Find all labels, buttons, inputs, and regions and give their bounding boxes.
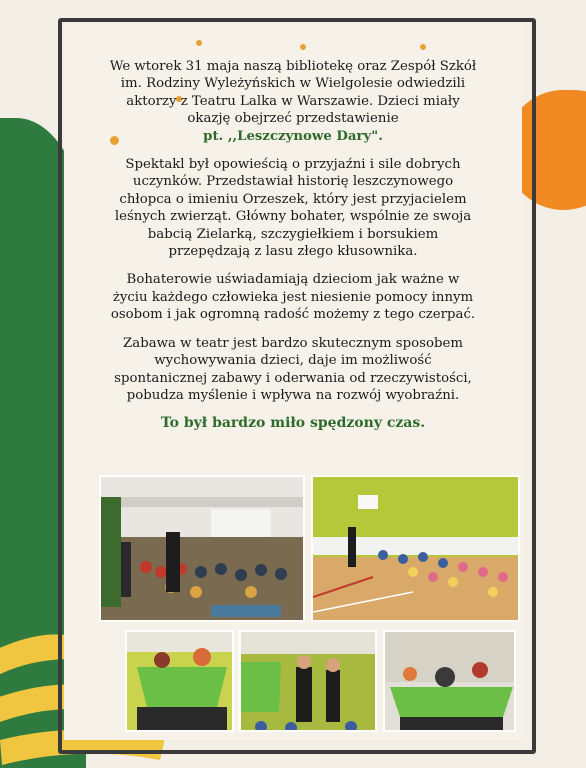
paragraph-story: Spektakl był opowieścią o przyjaźni i sile dobrych uczynków. Przedstawiał historię leszczynowego chłopca o imieniu Orzeszek, który jest przyjacielem leśnych zwierząt. Główny bohater, wspólnie ze swoja babcią Zielarką, szczygiełkiem i borsukiem przepędzają z lasu złego kłusownika. xyxy=(114,157,472,260)
paragraph-intro: We wtorek 31 maja naszą bibliotekę oraz Zespół Szkół im. Rodziny Wyleżyńskich w Wielgolesie odwiedzili aktorzy z Teatru Lalka w Warszawie. Dzieci miały okazję obejrzeć przedstawienie pt. ,,Leszczynowe Dary". xyxy=(109,59,477,144)
paragraph-theater: Zabawa w teatr jest bardzo skutecznym sposobem wychowywania dzieci, daje im możliwość spontanicznej zabawy i oderwania od rzeczywistości, pobudza myślenie i wpływa na rozwój wyobraźni. xyxy=(114,335,472,403)
confetti-dot xyxy=(300,44,306,50)
photo-children-gym-floor xyxy=(311,475,520,622)
confetti-dot xyxy=(196,40,202,46)
photo-puppet-stage-2 xyxy=(383,630,516,732)
paragraph-lesson: Bohaterowie uświadamiają dzieciom jak ważne w życiu każdego człowieka jest niesienie pomocy innym osobom i jak ogromną radość możemy z tego czerpać. xyxy=(110,272,476,323)
confetti-dot xyxy=(420,44,426,50)
photo-puppet-stage-1 xyxy=(125,630,234,732)
photo-children-audience-hall xyxy=(99,475,305,622)
article-text xyxy=(78,58,508,433)
closing-line: To był bardzo miło spędzony czas. xyxy=(160,415,426,432)
photo-actors-with-puppets xyxy=(239,630,377,732)
play-title: pt. ,,Leszczynowe Dary". xyxy=(203,128,383,144)
